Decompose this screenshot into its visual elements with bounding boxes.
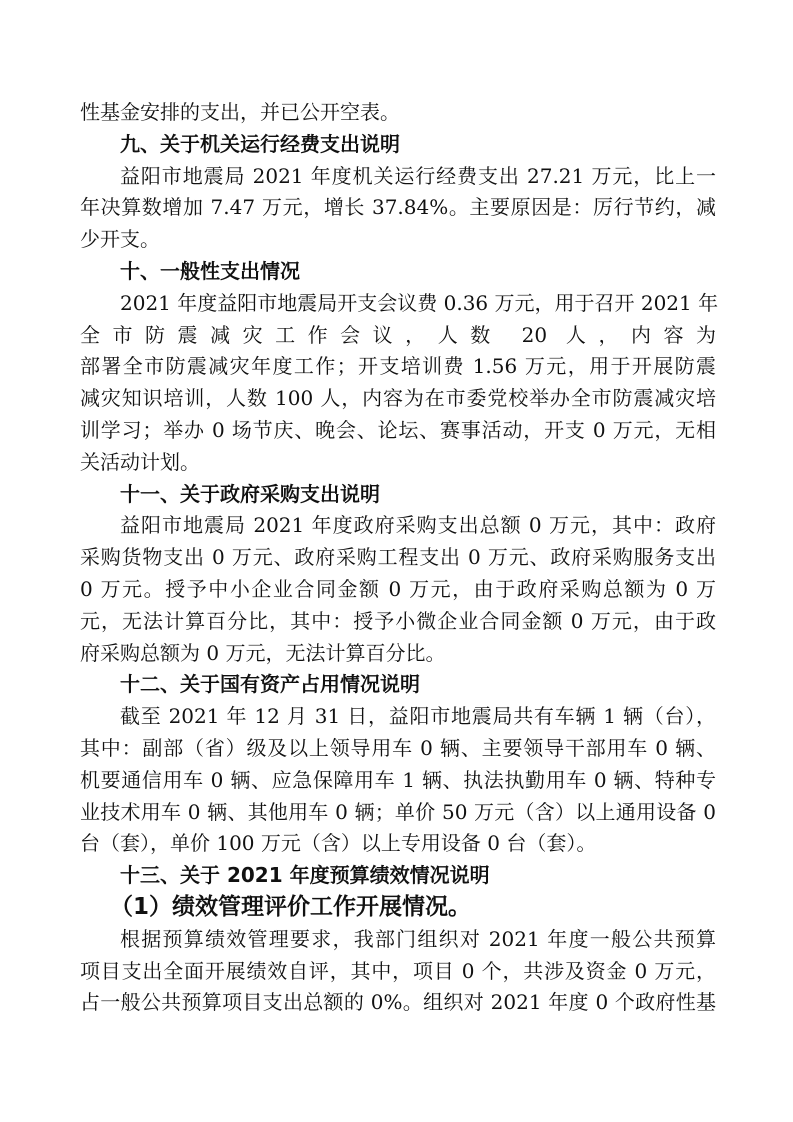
paragraph: [80, 924, 716, 1019]
text-line: 元，无法计算百分比，其中：授予小微企业合同金额 0 万元，由于政: [80, 608, 716, 633]
section-heading: [80, 669, 716, 701]
text-line: 占一般公共预算项目支出总额的 0%。组织对 2021 年度 0 个政府性基: [80, 990, 716, 1015]
text-line: 部署全市防震减灾年度工作；开支培训费 1.56 万元，用于开展防震: [80, 354, 716, 379]
section-heading: [80, 860, 716, 892]
text-line: 台（套），单价 100 万元（含）以上专用设备 0 台（套）。: [80, 831, 597, 856]
text-line: 采购货物支出 0 万元、政府采购工程支出 0 万元、政府采购服务支出: [80, 545, 716, 570]
section-heading: [80, 256, 716, 288]
text-line: 2021 年度益阳市地震局开支会议费 0.36 万元，用于召开 2021 年: [120, 290, 719, 315]
text-line: 府采购总额为 0 万元，无法计算百分比。: [80, 640, 446, 665]
text-line: 业技术用车 0 辆、其他用车 0 辆；单价 50 万元（含）以上通用设备 0: [80, 799, 716, 824]
paragraph: [80, 510, 716, 669]
text-line: 其中：副部（省）级及以上领导用车 0 辆、主要领导干部用车 0 辆、: [80, 735, 716, 760]
text-line: 九、关于机关运行经费支出说明: [120, 131, 400, 156]
text-line: （1）绩效管理评价工作开展情况。: [110, 893, 472, 920]
text-line: 十一、关于政府采购支出说明: [120, 481, 380, 506]
text-line: 十、一般性支出情况: [120, 258, 300, 283]
paragraph: [80, 97, 716, 129]
text-line: 机要通信用车 0 辆、应急保障用车 1 辆、执法执勤用车 0 辆、特种专: [80, 767, 716, 792]
text-line: 益阳市地震局 2021 年度政府采购支出总额 0 万元，其中：政府: [120, 513, 716, 538]
text-line: 关活动计划。: [80, 449, 200, 474]
section-heading: [80, 129, 716, 161]
paragraph: [80, 161, 716, 256]
document-page: [80, 97, 719, 1019]
text-line: 全市防震减灾工作会议，人数 20 人，内容为: [80, 322, 716, 347]
text-line: 十三、关于 2021 年度预算绩效情况说明: [120, 863, 490, 888]
text-line: 性基金安排的支出，并已公开空表。: [80, 100, 400, 124]
text-line: 年决算数增加 7.47 万元，增长 37.84%。主要原因是：厉行节约，减: [80, 195, 716, 220]
paragraph: [80, 288, 719, 479]
text-line: 减灾知识培训，人数 100 人，内容为在市委党校举办全市防震减灾培: [80, 386, 716, 411]
text-line: 项目支出全面开展绩效自评，其中，项目 0 个，共涉及资金 0 万元，: [80, 958, 716, 983]
section-heading: [80, 479, 716, 511]
text-line: 益阳市地震局 2021 年度机关运行经费支出 27.21 万元，比上一: [120, 163, 716, 188]
text-line: 截至 2021 年 12 月 31 日，益阳市地震局共有车辆 1 辆（台），: [120, 704, 716, 729]
paragraph: [80, 701, 716, 860]
text-line: 根据预算绩效管理要求，我部门组织对 2021 年度一般公共预算: [120, 926, 716, 951]
text-line: 十二、关于国有资产占用情况说明: [120, 672, 420, 697]
text-line: 少开支。: [80, 227, 160, 252]
subsection-heading: [80, 892, 716, 924]
text-line: 0 万元。授予中小企业合同金额 0 万元，由于政府采购总额为 0 万: [80, 576, 716, 601]
text-line: 训学习；举办 0 场节庆、晚会、论坛、赛事活动，开支 0 万元，无相: [80, 417, 716, 442]
